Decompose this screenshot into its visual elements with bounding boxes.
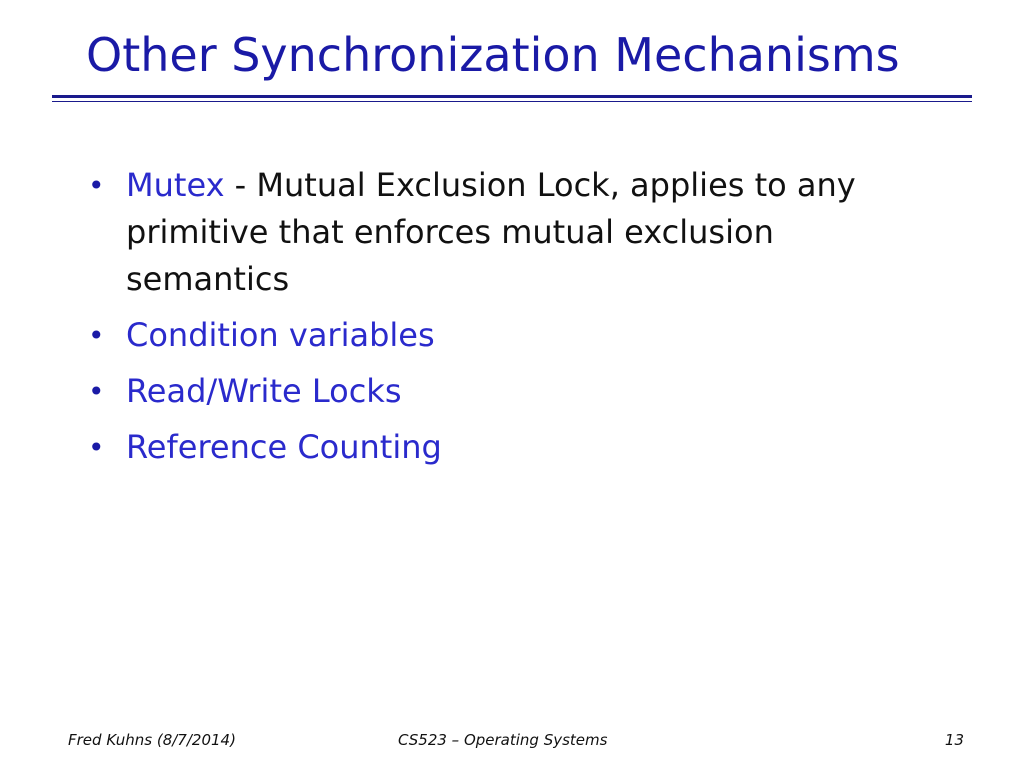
title-underline-thin xyxy=(52,101,972,102)
bullet-dot-icon: • xyxy=(88,375,105,408)
bullet-term: Reference Counting xyxy=(126,428,442,466)
bullet-dot-icon: • xyxy=(88,319,105,352)
bullet-term: Read/Write Locks xyxy=(126,372,402,410)
footer-course: CS523 – Operating Systems xyxy=(398,731,608,749)
bullet-item-reference-counting xyxy=(88,424,928,471)
footer-author: Fred Kuhns (8/7/2014) xyxy=(68,731,236,749)
bullet-description: - Mutual Exclusion Lock, applies to any primitive that enforces mutual exclusion semantics xyxy=(126,166,856,298)
bullet-term: Condition variables xyxy=(126,316,435,354)
bullet-dot-icon: • xyxy=(88,431,105,464)
bullet-list xyxy=(88,162,928,480)
bullet-item-read-write-locks xyxy=(88,368,928,415)
bullet-item-mutex xyxy=(88,162,928,303)
bullet-item-condition-variables xyxy=(88,312,928,359)
bullet-dot-icon: • xyxy=(88,169,105,202)
slide-title: Other Synchronization Mechanisms xyxy=(86,28,900,82)
title-underline-thick xyxy=(52,95,972,98)
footer-page-number: 13 xyxy=(944,731,964,749)
bullet-term: Mutex xyxy=(126,166,225,204)
